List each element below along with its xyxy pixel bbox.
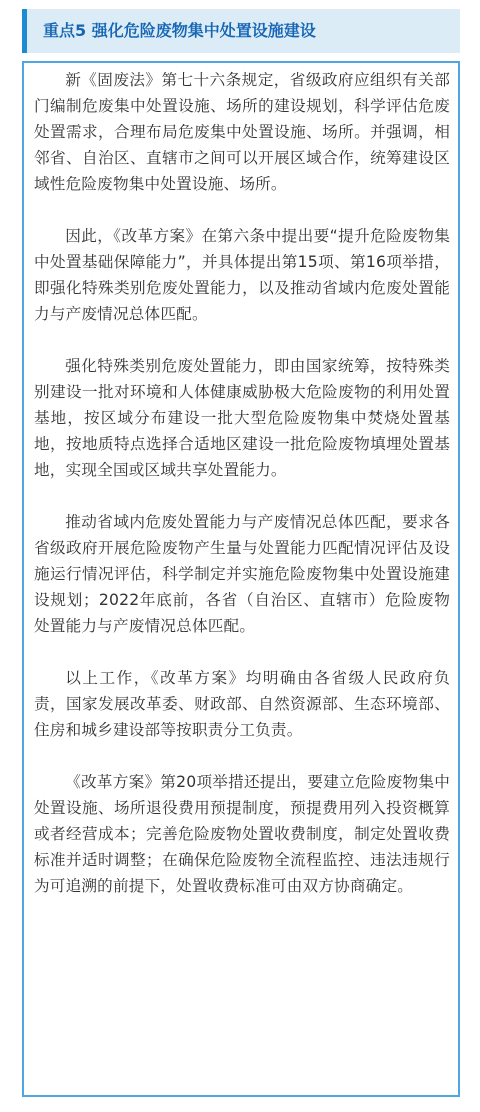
paragraph-3: 强化特殊类别危废处置能力，即由国家统筹，按特殊类别建设一批对环境和人体健康威胁极大危险废物的利用处置基地，按区域分布建设一批大型危险废物集中焚烧处置基地，按地质特点选择合适地区建设一批危险废物填埋处置基地，实现全国或区域共享处置能力。 xyxy=(34,357,450,479)
paragraph-6: 《改革方案》第20项举措还提出，要建立危险废物集中处置设施、场所退役费用预提制度，预提费用列入投资概算或者经营成本；完善危险废物处置收费制度，制定处置收费标准并适时调整；在确保危险废物全流程监控、违法违规行为可追溯的前提下，处置收费标准可由双方协商确定。 xyxy=(34,773,450,895)
article-body xyxy=(34,67,450,899)
section-header xyxy=(22,9,460,53)
paragraph-5: 以上工作，《改革方案》均明确由各省级人民政府负责，国家发展改革委、财政部、自然资源部、生态环境部、住房和城乡建设部等按职责分工负责。 xyxy=(34,669,450,739)
paragraph-4: 推动省域内危废处置能力与产废情况总体匹配，要求各省级政府开展危险废物产生量与处置能力匹配情况评估及设施运行情况评估，科学制定并实施危险废物集中处置设施建设规划；2022年底前，各省（自治区、直辖市）危险废物处置能力与产废情况总体匹配。 xyxy=(34,513,450,635)
section-title: 重点5 强化危险废物集中处置设施建设 xyxy=(43,21,316,40)
paragraph-2: 因此，《改革方案》在第六条中提出要“提升危险废物集中处置基础保障能力”，并具体提出第15项、第16项举措，即强化特殊类别危废处置能力，以及推动省域内危废处置能力与产废情况总体匹配。 xyxy=(34,227,450,323)
paragraph-1: 新《固废法》第七十六条规定，省级政府应组织有关部门编制危废集中处置设施、场所的建设规划，科学评估危废处置需求，合理布局危废集中处置设施、场所。并强调，相邻省、自治区、直辖市之间可以开展区域合作，统筹建设区域性危险废物集中处置设施、场所。 xyxy=(34,71,450,193)
